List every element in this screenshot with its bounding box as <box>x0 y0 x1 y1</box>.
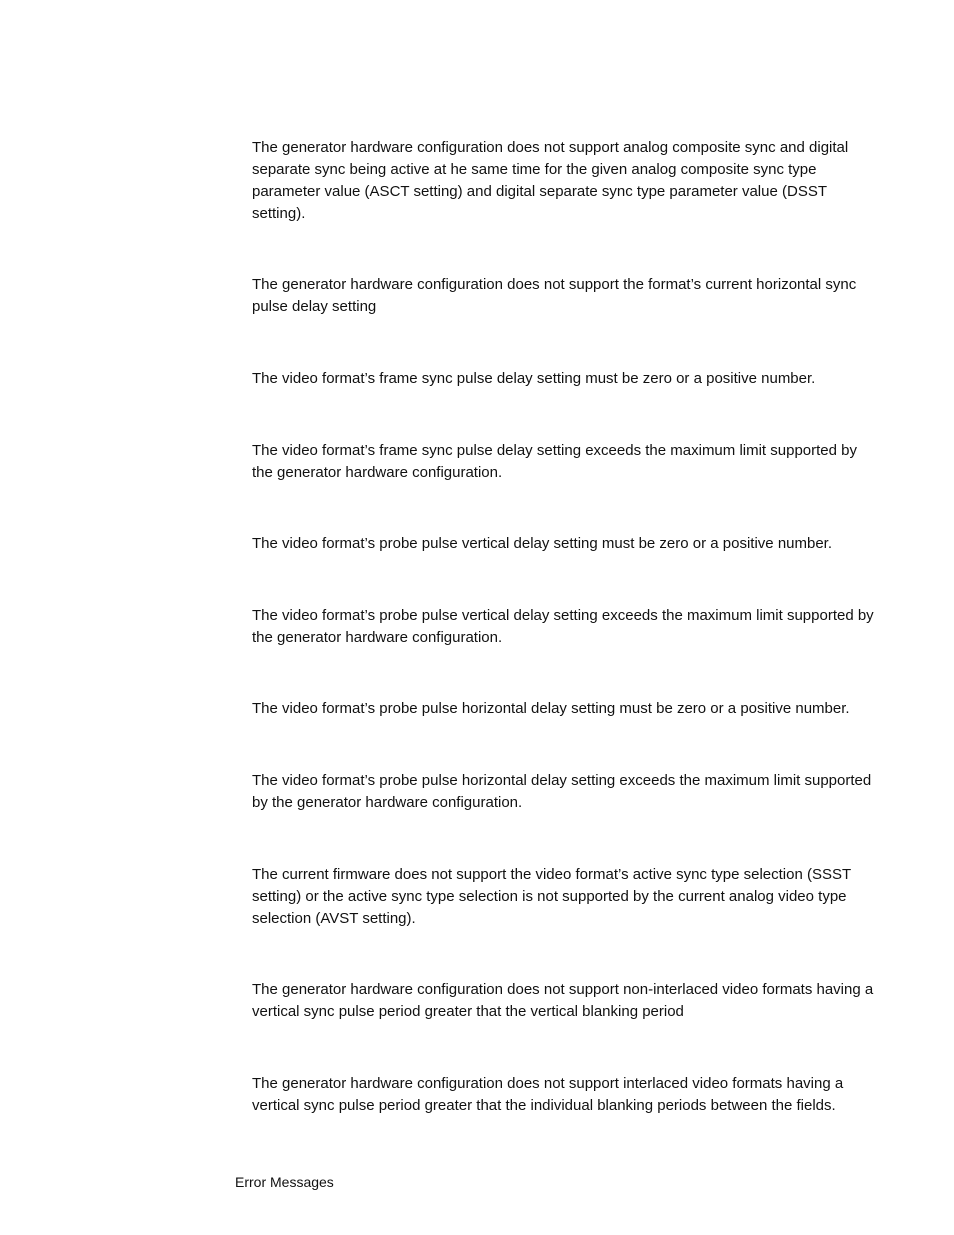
error-description-2: The generator hardware configuration does not support the format’s current horizontal sync pulse delay setting <box>252 276 857 315</box>
error-description-11: The generator hardware configuration does not support interlaced video formats having a vertical sync pulse period greater that the individual blanking periods between the fields. <box>252 1075 844 1114</box>
error-description-4: The video format’s frame sync pulse delay setting exceeds the maximum limit supported by the generator hardware configuration. <box>252 442 857 481</box>
error-description-7: The video format’s probe pulse horizontal delay setting must be zero or a positive number. <box>252 700 850 717</box>
error-description-5: The video format’s probe pulse vertical delay setting must be zero or a positive number. <box>252 535 833 552</box>
error-description-8: The video format’s probe pulse horizontal delay setting exceeds the maximum limit supported by the generator hardware configuration. <box>252 772 872 811</box>
error-description-6: The video format’s probe pulse vertical delay setting exceeds the maximum limit supported by the generator hardware configuration. <box>252 607 874 646</box>
error-description-3: The video format’s frame sync pulse delay setting must be zero or a positive number. <box>252 370 816 387</box>
footer-section-title: Error Messages <box>235 1174 334 1190</box>
error-description-9: The current firmware does not support the video format’s active sync type selection (SSST setting) or the active sync type selection is not supported by the current analog video type selection (AVST setting). <box>252 866 851 927</box>
error-description-1: The generator hardware configuration does not support analog composite sync and digital separate sync being active at he same time for the given analog composite sync type parameter value (ASCT setting) and digital separate sync type parameter value (DSST setting). <box>252 139 849 222</box>
error-description-10: The generator hardware configuration does not support non-interlaced video formats having a vertical sync pulse period greater that the vertical blanking period <box>252 981 874 1020</box>
